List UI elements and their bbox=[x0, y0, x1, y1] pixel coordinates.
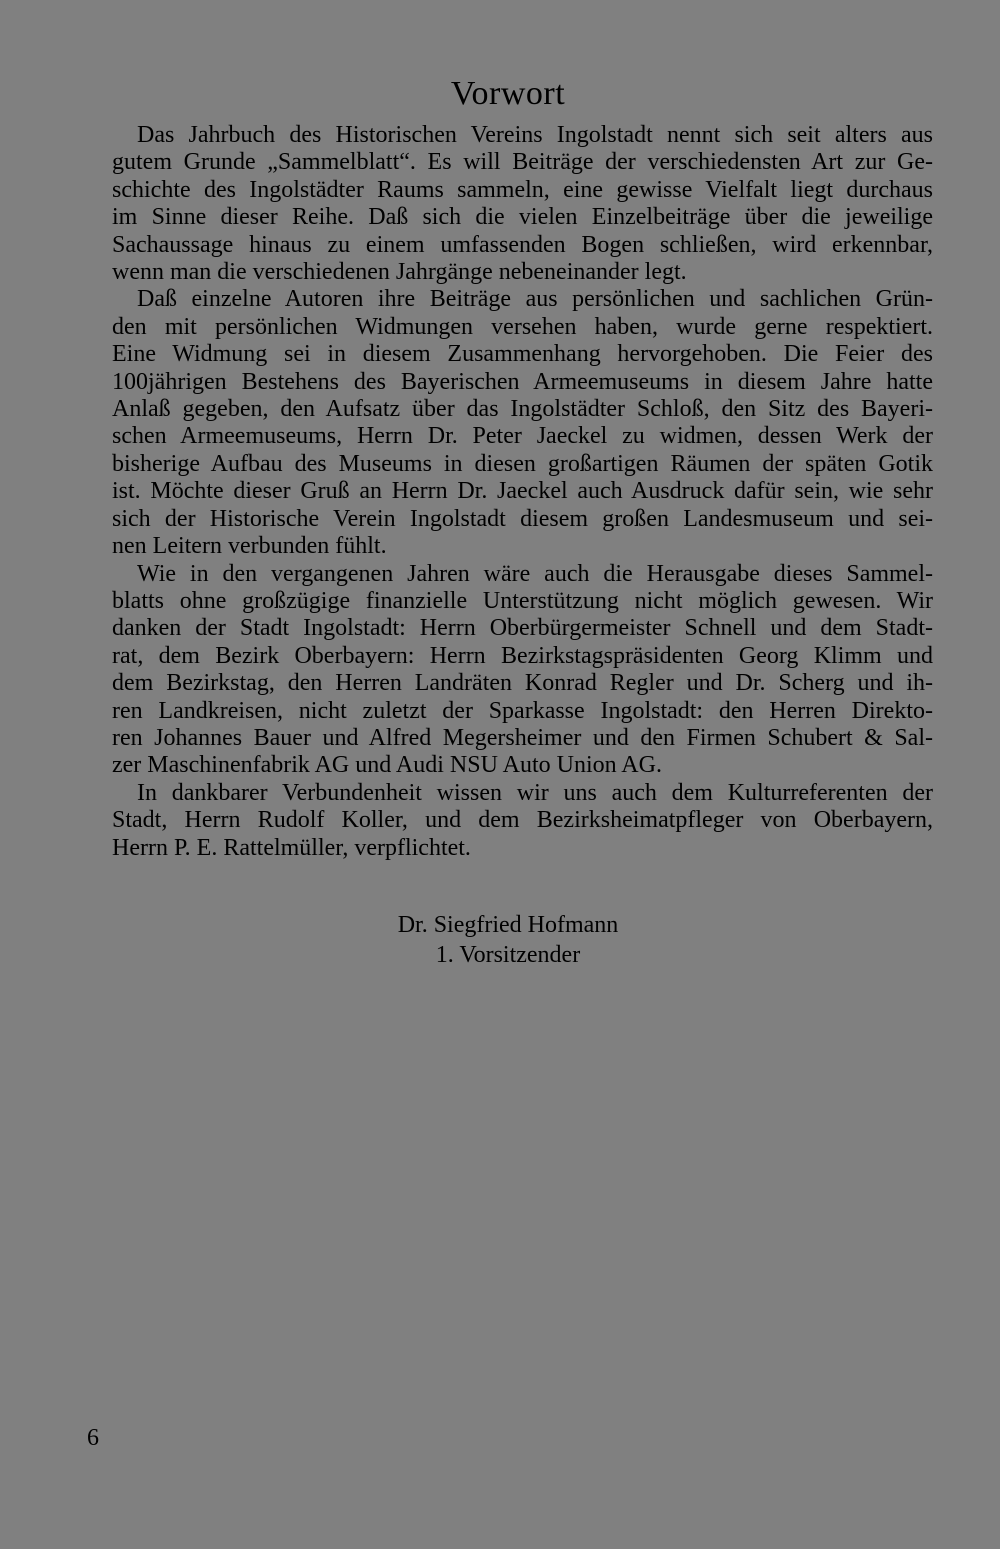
text-line: dem Bezirkstag, den Herren Landräten Konrad Regler und Dr. Scherg und ih- bbox=[112, 670, 933, 697]
text-line: im Sinne dieser Reihe. Daß sich die vielen Einzelbeiträge über die jeweilige bbox=[112, 204, 933, 231]
text-line: ren Landkreisen, nicht zuletzt der Sparkasse Ingolstadt: den Herren Direkto- bbox=[112, 697, 933, 724]
page-title: Vorwort bbox=[450, 75, 566, 112]
text-line: rat, dem Bezirk Oberbayern: Herrn Bezirkstagspräsidenten Georg Klimm und bbox=[112, 642, 933, 669]
text-line: Herrn P. E. Rattelmüller, verpflichtet. bbox=[112, 834, 471, 861]
text-line: nen Leitern verbunden fühlt. bbox=[112, 533, 387, 560]
text-line: schen Armeemuseums, Herrn Dr. Peter Jaeckel zu widmen, dessen Werk der bbox=[112, 423, 933, 450]
text-line: zer Maschinenfabrik AG und Audi NSU Auto Union AG. bbox=[112, 752, 662, 779]
text-line: Daß einzelne Autoren ihre Beiträge aus persönlichen und sachlichen Grün- bbox=[137, 286, 933, 313]
text-line: den mit persönlichen Widmungen versehen haben, wurde gerne respektiert. bbox=[112, 313, 933, 340]
signature-block bbox=[0, 910, 1000, 970]
text-line: danken der Stadt Ingolstadt: Herrn Oberbürgermeister Schnell und dem Stadt- bbox=[112, 615, 933, 642]
paragraph-3 bbox=[87, 561, 933, 780]
signature-name: Dr. Siegfried Hofmann bbox=[397, 912, 619, 938]
text-line: Eine Widmung sei in diesem Zusammenhang hervorgehoben. Die Feier des bbox=[112, 341, 933, 368]
text-line: wenn man die verschiedenen Jahrgänge nebeneinander legt. bbox=[112, 259, 687, 286]
text-line: ren Johannes Bauer und Alfred Megersheimer und den Firmen Schubert & Sal- bbox=[112, 724, 933, 751]
paragraph-4 bbox=[87, 780, 933, 862]
text-line: sich der Historische Verein Ingolstadt diesem großen Landesmuseum und sei- bbox=[112, 505, 933, 532]
paragraph-2 bbox=[87, 286, 933, 560]
text-line: schichte des Ingolstädter Raums sammeln, eine gewisse Vielfalt liegt durchaus bbox=[112, 176, 933, 203]
text-line: 100jährigen Bestehens des Bayerischen Armeemuseums in diesem Jahre hatte bbox=[112, 368, 933, 395]
text-line: Das Jahrbuch des Historischen Vereins Ingolstadt nennt sich seit alters aus bbox=[137, 122, 933, 148]
text-line: In dankbarer Verbundenheit wissen wir uns auch dem Kulturreferenten der bbox=[137, 779, 933, 806]
foreword-body bbox=[87, 122, 933, 862]
page-number: 6 bbox=[87, 1425, 99, 1451]
text-line: bisherige Aufbau des Museums in diesen großartigen Räumen der späten Gotik bbox=[112, 450, 933, 477]
text-line: Anlaß gegeben, den Aufsatz über das Ingolstädter Schloß, den Sitz des Bayeri- bbox=[112, 396, 933, 423]
text-line: ist. Möchte dieser Gruß an Herrn Dr. Jaeckel auch Ausdruck dafür sein, wie sehr bbox=[112, 478, 933, 505]
text-line: gutem Grunde „Sammelblatt“. Es will Beiträge der verschiedensten Art zur Ge- bbox=[112, 149, 933, 176]
text-line: blatts ohne großzügige finanzielle Unterstützung nicht möglich gewesen. Wir bbox=[112, 587, 933, 614]
text-line: Sachaussage hinaus zu einem umfassenden Bogen schließen, wird erkennbar, bbox=[112, 231, 933, 258]
text-line: Stadt, Herrn Rudolf Koller, und dem Bezirksheimatpfleger von Oberbayern, bbox=[112, 807, 933, 834]
paragraph-1 bbox=[87, 122, 933, 286]
text-line: Wie in den vergangenen Jahren wäre auch die Herausgabe dieses Sammel- bbox=[137, 560, 933, 587]
signature-role: 1. Vorsitzender bbox=[435, 942, 581, 968]
